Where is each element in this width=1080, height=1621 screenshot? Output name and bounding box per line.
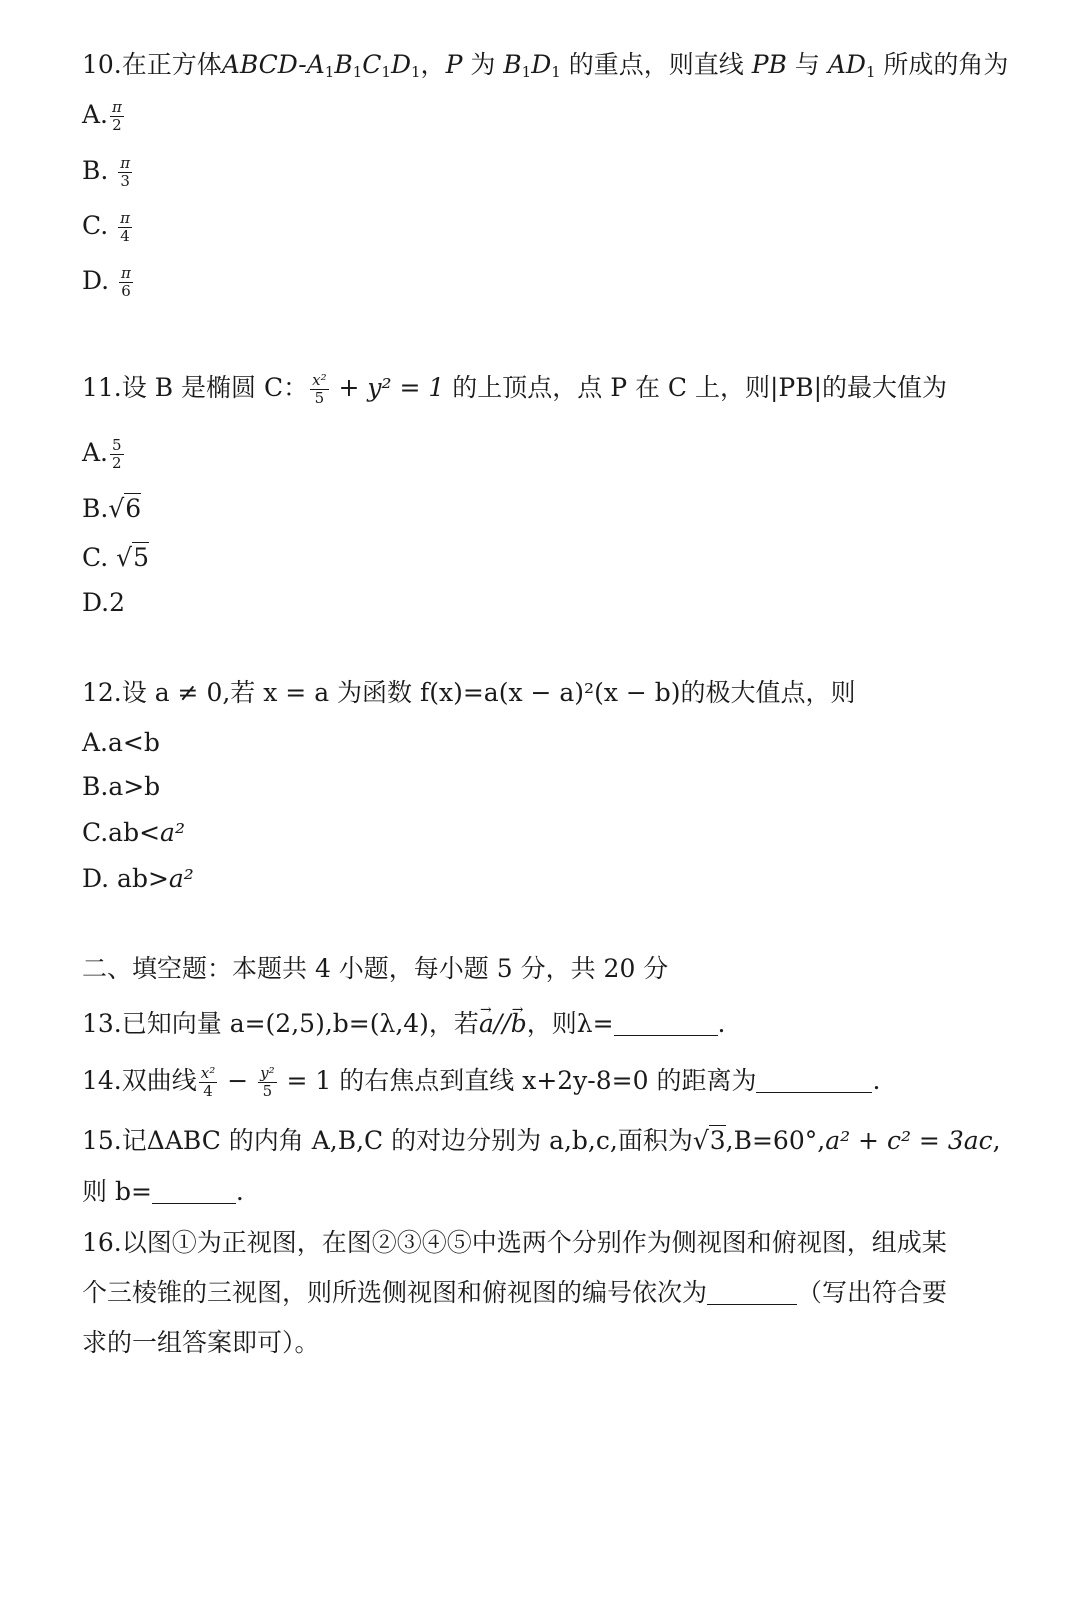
numerator: y² (260, 1064, 275, 1082)
q16-text: 个三棱锥的三视图，则所选侧视图和俯视图的编号依次为 (82, 1278, 708, 1307)
denominator: 5 (314, 389, 325, 407)
parallel-symbol: // (493, 1009, 511, 1038)
q15-equation: a² + c² = 3ac (825, 1126, 993, 1155)
question-14 (82, 1064, 880, 1100)
q11-option-a[interactable] (82, 436, 126, 472)
answer-blank[interactable] (614, 1013, 718, 1036)
section-heading (82, 952, 668, 986)
minus-sign: − (219, 1066, 257, 1095)
q12-option-a[interactable] (82, 726, 160, 760)
denominator: 4 (120, 227, 130, 245)
q10-text: ， (420, 50, 446, 79)
q12-option-c[interactable] (82, 816, 185, 850)
q10-prefix: 10.在正方体 (82, 50, 222, 79)
q10-line-pb: PB (751, 50, 787, 79)
q16-text: 求的一组答案即可）。 (82, 1328, 320, 1357)
subscript: 1 (551, 63, 561, 81)
subscript: 1 (381, 63, 391, 81)
option-label: D. (82, 266, 118, 295)
period: . (235, 1177, 244, 1206)
option-label: B. (82, 156, 117, 185)
q14-tail: = 1 的右焦点到直线 x+2y-8=0 的距离为 (278, 1066, 757, 1095)
question-13 (82, 1007, 725, 1041)
fraction (258, 1065, 277, 1100)
numerator: π (112, 98, 122, 116)
section-title: 二、填空题：本题共 4 小题，每小题 5 分，共 20 分 (82, 954, 669, 983)
q10-option-d[interactable] (82, 264, 135, 300)
fraction (119, 265, 133, 300)
q10-text: 与 (786, 50, 828, 79)
option-label: D. ab> (82, 864, 169, 893)
q11-option-b[interactable] (82, 492, 141, 526)
q10-option-a[interactable] (82, 98, 126, 134)
q16-text: （写出符合要 (797, 1278, 948, 1307)
fraction (110, 99, 124, 134)
fraction (118, 155, 132, 190)
q16-text: 16.以图①为正视图，在图②③④⑤中选两个分别作为侧视图和俯视图，组成某 (82, 1228, 947, 1257)
q10-d: D (531, 50, 552, 79)
fraction (118, 210, 132, 245)
q10-line-ad: AD (827, 50, 866, 79)
question-16-line-1 (82, 1226, 947, 1260)
option-label: C. √ (82, 543, 133, 572)
option-label: A. (82, 438, 109, 467)
period: . (717, 1009, 726, 1038)
question-10-stem (82, 48, 1008, 89)
q15-text: , (992, 1126, 1001, 1155)
q11-equation: + y² = 1 (330, 373, 445, 402)
q13-prefix: 13.已知向量 a=(2,5),b=(λ,4)，若 (82, 1009, 479, 1038)
numerator: π (120, 154, 131, 172)
q11-option-d[interactable] (82, 586, 125, 620)
q10-text: 的重点，则直线 (560, 50, 752, 79)
radicand: 3 (709, 1126, 726, 1155)
q15-text: 15.记ΔABC 的内角 A,B,C 的对边分别为 a,b,c,面积为√ (82, 1126, 709, 1155)
subscript: 1 (324, 63, 335, 81)
q10-b: B (503, 50, 522, 79)
fraction (199, 1065, 217, 1100)
q12-option-d[interactable] (82, 862, 194, 896)
subscript: 1 (411, 63, 421, 81)
question-16-line-2 (82, 1276, 947, 1310)
question-12-stem (82, 676, 856, 710)
denominator: 5 (262, 1082, 273, 1100)
question-11-stem (82, 371, 947, 407)
q10-d1: D (390, 50, 411, 79)
question-15-line-2 (82, 1175, 244, 1209)
option-label: B.a>b (82, 772, 161, 801)
q10-text: 所成的角为 (875, 50, 1009, 79)
q10-option-c[interactable] (82, 209, 134, 245)
option-label: A. (82, 100, 109, 129)
numerator: 5 (112, 436, 122, 454)
option-math: a² (168, 864, 194, 893)
q15-text: ,B=60°, (725, 1126, 826, 1155)
q11-prefix: 11.设 B 是椭圆 C： (82, 373, 309, 402)
vector-b: → b (511, 1007, 527, 1041)
numerator: x² (200, 1064, 216, 1082)
option-label: C. (82, 211, 117, 240)
q13-tail: ，则λ= (526, 1009, 614, 1038)
numerator: π (121, 264, 131, 282)
q15-text: 则 b= (82, 1177, 152, 1206)
numerator: π (120, 209, 130, 227)
option-label: A.a<b (82, 728, 160, 757)
q12-stem-text: 12.设 a ≠ 0,若 x = a 为函数 f(x)=a(x − a)²(x − b)的极大值点，则 (82, 678, 856, 707)
option-label: D.2 (82, 588, 126, 617)
subscript: 1 (352, 63, 363, 81)
q12-option-b[interactable] (82, 770, 160, 804)
subscript: 1 (865, 63, 876, 81)
option-math: a² (160, 818, 185, 847)
radicand: 5 (133, 543, 149, 572)
question-15-line-1 (82, 1124, 1001, 1158)
q14-prefix: 14.双曲线 (82, 1066, 197, 1095)
period: . (872, 1066, 881, 1095)
q10-text: 为 (462, 50, 504, 79)
q10-point-p: P (445, 50, 463, 79)
q10-c1: C (362, 50, 382, 79)
answer-blank[interactable] (152, 1181, 236, 1204)
option-label: C.ab< (82, 818, 161, 847)
denominator: 2 (112, 116, 122, 134)
answer-blank[interactable] (707, 1282, 797, 1305)
denominator: 6 (121, 282, 131, 300)
radicand: 6 (125, 494, 142, 523)
q10-option-b[interactable] (82, 154, 134, 190)
vector-a: → a (479, 1007, 494, 1041)
question-16-line-3 (82, 1326, 320, 1360)
fraction (110, 437, 124, 472)
denominator: 3 (120, 172, 130, 190)
answer-blank[interactable] (756, 1070, 872, 1093)
q10-b1: B (334, 50, 353, 79)
denominator: 4 (203, 1082, 213, 1100)
denominator: 2 (112, 454, 122, 472)
subscript: 1 (521, 63, 532, 81)
numerator: x² (312, 371, 327, 389)
q11-tail: 的上顶点，点 P 在 C 上，则|PB|的最大值为 (444, 373, 948, 402)
q11-option-c[interactable] (82, 541, 149, 575)
fraction (310, 372, 328, 407)
q10-cube-name: ABCD-A (221, 50, 325, 79)
option-label: B.√ (82, 494, 125, 523)
